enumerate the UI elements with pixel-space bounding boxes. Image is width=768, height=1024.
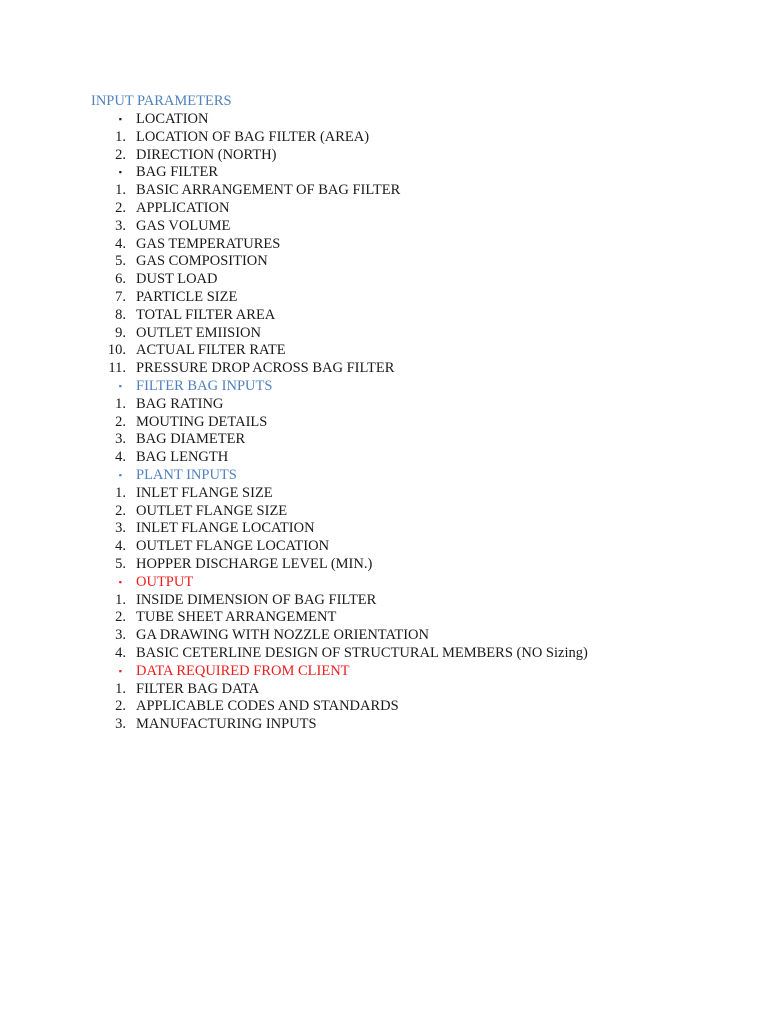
list-item bbox=[0, 414, 768, 432]
list-item-text: PLANT INPUTS bbox=[136, 466, 237, 483]
list-item-text: BAG LENGTH bbox=[136, 449, 229, 466]
list-item bbox=[0, 147, 768, 165]
bullet-marker: ▪ bbox=[118, 114, 122, 124]
list-number: 11. bbox=[108, 360, 126, 377]
list-item-text: FILTER BAG INPUTS bbox=[136, 377, 273, 394]
list-number: 3. bbox=[115, 627, 126, 644]
bullet-marker: ▪ bbox=[118, 380, 122, 391]
bullet-marker: ▪ bbox=[118, 167, 122, 178]
list-item-text: BAG RATING bbox=[136, 395, 224, 412]
list-number: 3. bbox=[115, 431, 126, 448]
section-bullet-item bbox=[0, 663, 768, 681]
list-item-text: TUBE SHEET ARRANGEMENT bbox=[136, 609, 337, 626]
list-item bbox=[0, 609, 768, 627]
list-item bbox=[0, 645, 768, 663]
list-number: 1. bbox=[115, 591, 126, 608]
list-item-text: TOTAL FILTER AREA bbox=[136, 306, 276, 323]
list-item bbox=[0, 271, 768, 289]
section-bullet-item bbox=[0, 111, 768, 129]
list-item-text: OUTLET FLANGE SIZE bbox=[136, 502, 288, 519]
list-item-text: FILTER BAG DATA bbox=[136, 680, 260, 697]
list-number: 3. bbox=[115, 520, 126, 537]
bullet-marker: ▪ bbox=[118, 576, 122, 587]
list-number: 10. bbox=[107, 342, 126, 359]
list-number: 3. bbox=[115, 217, 126, 234]
list-item bbox=[0, 681, 768, 699]
list-number: 1. bbox=[115, 484, 126, 501]
list-number: 7. bbox=[115, 288, 126, 305]
list-number: 5. bbox=[115, 253, 126, 270]
section-bullet-item bbox=[0, 467, 768, 485]
bullet-marker: ▪ bbox=[118, 469, 122, 480]
list-item-text: DATA REQUIRED FROM CLIENT bbox=[136, 662, 350, 679]
list-item-text: GA DRAWING WITH NOZZLE ORIENTATION bbox=[136, 627, 429, 644]
list-item bbox=[0, 129, 768, 147]
list-item bbox=[0, 360, 768, 378]
list-item-text: INLET FLANGE LOCATION bbox=[136, 520, 315, 537]
list-number: 4. bbox=[115, 449, 126, 466]
list-number: 4. bbox=[115, 644, 126, 661]
list-item-text: BASIC CETERLINE DESIGN OF STRUCTURAL MEMBERS (NO Sizing) bbox=[136, 644, 588, 661]
list-item-text: INSIDE DIMENSION OF BAG FILTER bbox=[136, 591, 377, 608]
list-number: 4. bbox=[115, 235, 126, 252]
list-item-text: OUTLET FLANGE LOCATION bbox=[136, 538, 330, 555]
list-item-text: OUTPUT bbox=[136, 573, 194, 590]
list-item bbox=[0, 200, 768, 218]
list-number: 1. bbox=[115, 395, 126, 412]
list-item bbox=[0, 236, 768, 254]
list-number: 2. bbox=[115, 146, 126, 163]
list-item-text: DUST LOAD bbox=[136, 271, 218, 288]
list-item bbox=[0, 698, 768, 716]
list-number: 6. bbox=[115, 271, 126, 288]
list-number: 2. bbox=[115, 413, 126, 430]
list-item bbox=[0, 325, 768, 343]
list-item-text: LOCATION bbox=[136, 111, 209, 127]
list-number: 5. bbox=[115, 555, 126, 572]
list-item-text: APPLICATION bbox=[136, 199, 230, 216]
list-item bbox=[0, 342, 768, 360]
list-item-text: BASIC ARRANGEMENT OF BAG FILTER bbox=[136, 182, 401, 199]
list-item-text: BAG FILTER bbox=[136, 164, 219, 181]
list-item-text: GAS VOLUME bbox=[136, 217, 231, 234]
list-item bbox=[0, 396, 768, 414]
list-number: 1. bbox=[115, 128, 126, 145]
list-item bbox=[0, 218, 768, 236]
list-item-text: PRESSURE DROP ACROSS BAG FILTER bbox=[136, 360, 395, 377]
list-item bbox=[0, 182, 768, 200]
list-item-text: GAS COMPOSITION bbox=[136, 253, 268, 270]
list-item-text: HOPPER DISCHARGE LEVEL (MIN.) bbox=[136, 555, 373, 572]
list-item-text: GAS TEMPERATURES bbox=[136, 235, 281, 252]
list-item-text: MOUTING DETAILS bbox=[136, 413, 268, 430]
list-item bbox=[0, 503, 768, 521]
list-number: 2. bbox=[115, 199, 126, 216]
list-number: 1. bbox=[115, 182, 126, 199]
list-item bbox=[0, 592, 768, 610]
bullet-marker: ▪ bbox=[118, 665, 122, 676]
section-bullet-item bbox=[0, 574, 768, 592]
list-item bbox=[0, 485, 768, 503]
list-number: 2. bbox=[115, 502, 126, 519]
list-item-text: LOCATION OF BAG FILTER (AREA) bbox=[136, 128, 370, 145]
list-item-text: PARTICLE SIZE bbox=[136, 288, 238, 305]
list-number: 4. bbox=[115, 538, 126, 555]
list-item bbox=[0, 627, 768, 645]
list-number: 9. bbox=[115, 324, 126, 341]
list-item bbox=[0, 431, 768, 449]
list-item bbox=[0, 716, 768, 734]
list-item bbox=[0, 253, 768, 271]
list-item-text: APPLICABLE CODES AND STANDARDS bbox=[136, 698, 399, 715]
list-item bbox=[0, 307, 768, 325]
section-bullet-item bbox=[0, 378, 768, 396]
list-number: 8. bbox=[115, 306, 126, 323]
list-item-text: BAG DIAMETER bbox=[136, 431, 246, 448]
parameter-list bbox=[0, 111, 768, 734]
list-item-text: ACTUAL FILTER RATE bbox=[136, 342, 286, 359]
list-item-text: OUTLET EMIISION bbox=[136, 324, 261, 341]
list-item bbox=[0, 556, 768, 574]
list-item-text: DIRECTION (NORTH) bbox=[136, 146, 277, 163]
list-item bbox=[0, 449, 768, 467]
list-number: 1. bbox=[115, 680, 126, 697]
list-number: 3. bbox=[115, 716, 126, 733]
list-item bbox=[0, 520, 768, 538]
list-item-text: INLET FLANGE SIZE bbox=[136, 484, 273, 501]
list-item bbox=[0, 538, 768, 556]
list-item bbox=[0, 289, 768, 307]
section-bullet-item bbox=[0, 164, 768, 182]
list-item-text: MANUFACTURING INPUTS bbox=[136, 716, 317, 733]
list-number: 2. bbox=[115, 698, 126, 715]
page-title: INPUT PARAMETERS bbox=[91, 93, 232, 109]
list-number: 2. bbox=[115, 609, 126, 626]
